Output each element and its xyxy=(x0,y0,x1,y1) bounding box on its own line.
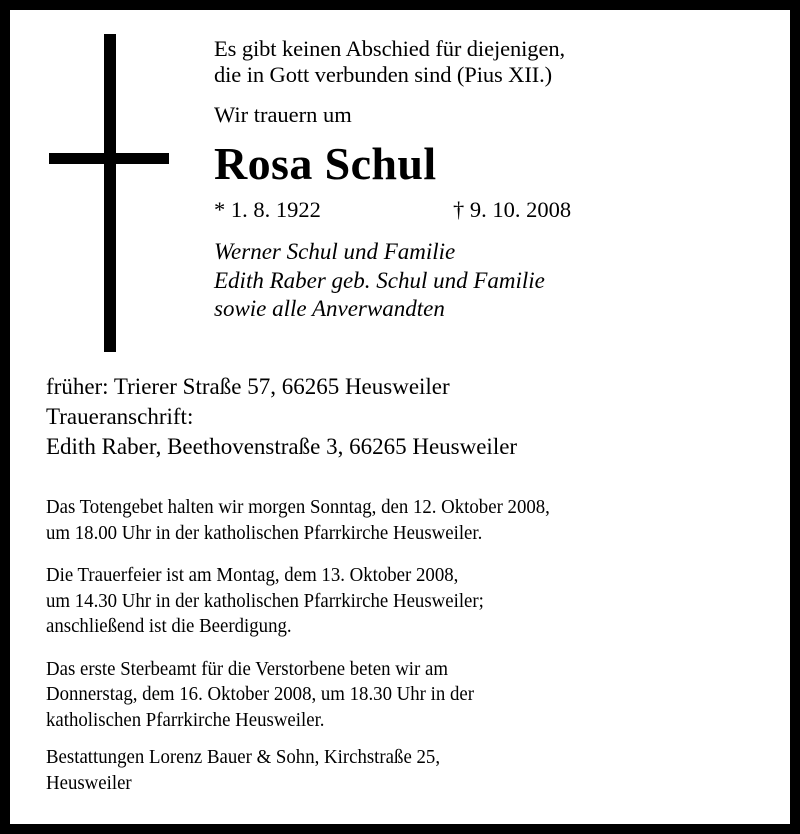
survivor-line: Edith Raber geb. Schul und Familie xyxy=(214,267,545,293)
detail-line: Die Trauerfeier ist am Montag, dem 13. Oktober 2008, xyxy=(46,565,459,586)
service-details xyxy=(46,495,731,733)
address-block xyxy=(46,372,746,462)
notice-sheet xyxy=(10,10,790,824)
detail-line: katholischen Pfarrkirche Heusweiler. xyxy=(46,709,325,731)
epigraph-line: Es gibt keinen Abschied für diejenigen, xyxy=(214,36,566,61)
funeral-home-credit xyxy=(46,745,731,796)
survivor-line: Werner Schul und Familie xyxy=(214,239,456,264)
funeral-home-line: Heusweiler xyxy=(46,772,132,794)
epigraph-line: die in Gott verbunden sind (Pius XII.) xyxy=(214,62,553,87)
cross-horizontal-bar xyxy=(49,153,169,164)
birth-date: * 1. 8. 1922 xyxy=(214,197,321,222)
survivor-line: sowie alle Anverwandten xyxy=(214,296,445,321)
latin-cross-icon xyxy=(48,34,208,366)
notice-header xyxy=(214,36,774,324)
cross-vertical-bar xyxy=(104,34,116,352)
former-address: früher: Trierer Straße 57, 66265 Heusweiler xyxy=(46,374,450,399)
survivors-block xyxy=(214,238,774,324)
deceased-name: Rosa Schul xyxy=(214,138,437,189)
detail-line: Donnerstag, dem 16. Oktober 2008, um 18.30 Uhr in der xyxy=(46,684,475,705)
detail-line: Das Totengebet halten wir morgen Sonntag, den 12. Oktober 2008, xyxy=(46,497,550,518)
death-date: † 9. 10. 2008 xyxy=(453,197,572,222)
mourning-intro: Wir trauern um xyxy=(214,102,352,127)
detail-line: Das erste Sterbeamt für die Verstorbene beten wir am xyxy=(46,658,448,680)
funeral-home-line: Bestattungen Lorenz Bauer & Sohn, Kirchstraße 25, xyxy=(46,747,441,768)
epigraph xyxy=(214,36,774,88)
detail-line: anschließend ist die Beerdigung. xyxy=(46,616,292,637)
detail-line: um 14.30 Uhr in der katholischen Pfarrkirche Heusweiler; xyxy=(46,590,484,612)
life-dates xyxy=(214,196,774,224)
condolence-address: Edith Raber, Beethovenstraße 3, 66265 Heusweiler xyxy=(46,434,518,459)
detail-line: um 18.00 Uhr in der katholischen Pfarrkirche Heusweiler. xyxy=(46,522,483,544)
paragraph-rosary-prayer xyxy=(46,495,731,546)
condolence-address-label: Traueranschrift: xyxy=(46,404,194,429)
paragraph-funeral-service xyxy=(46,563,731,640)
paragraph-requiem-mass xyxy=(46,657,731,734)
